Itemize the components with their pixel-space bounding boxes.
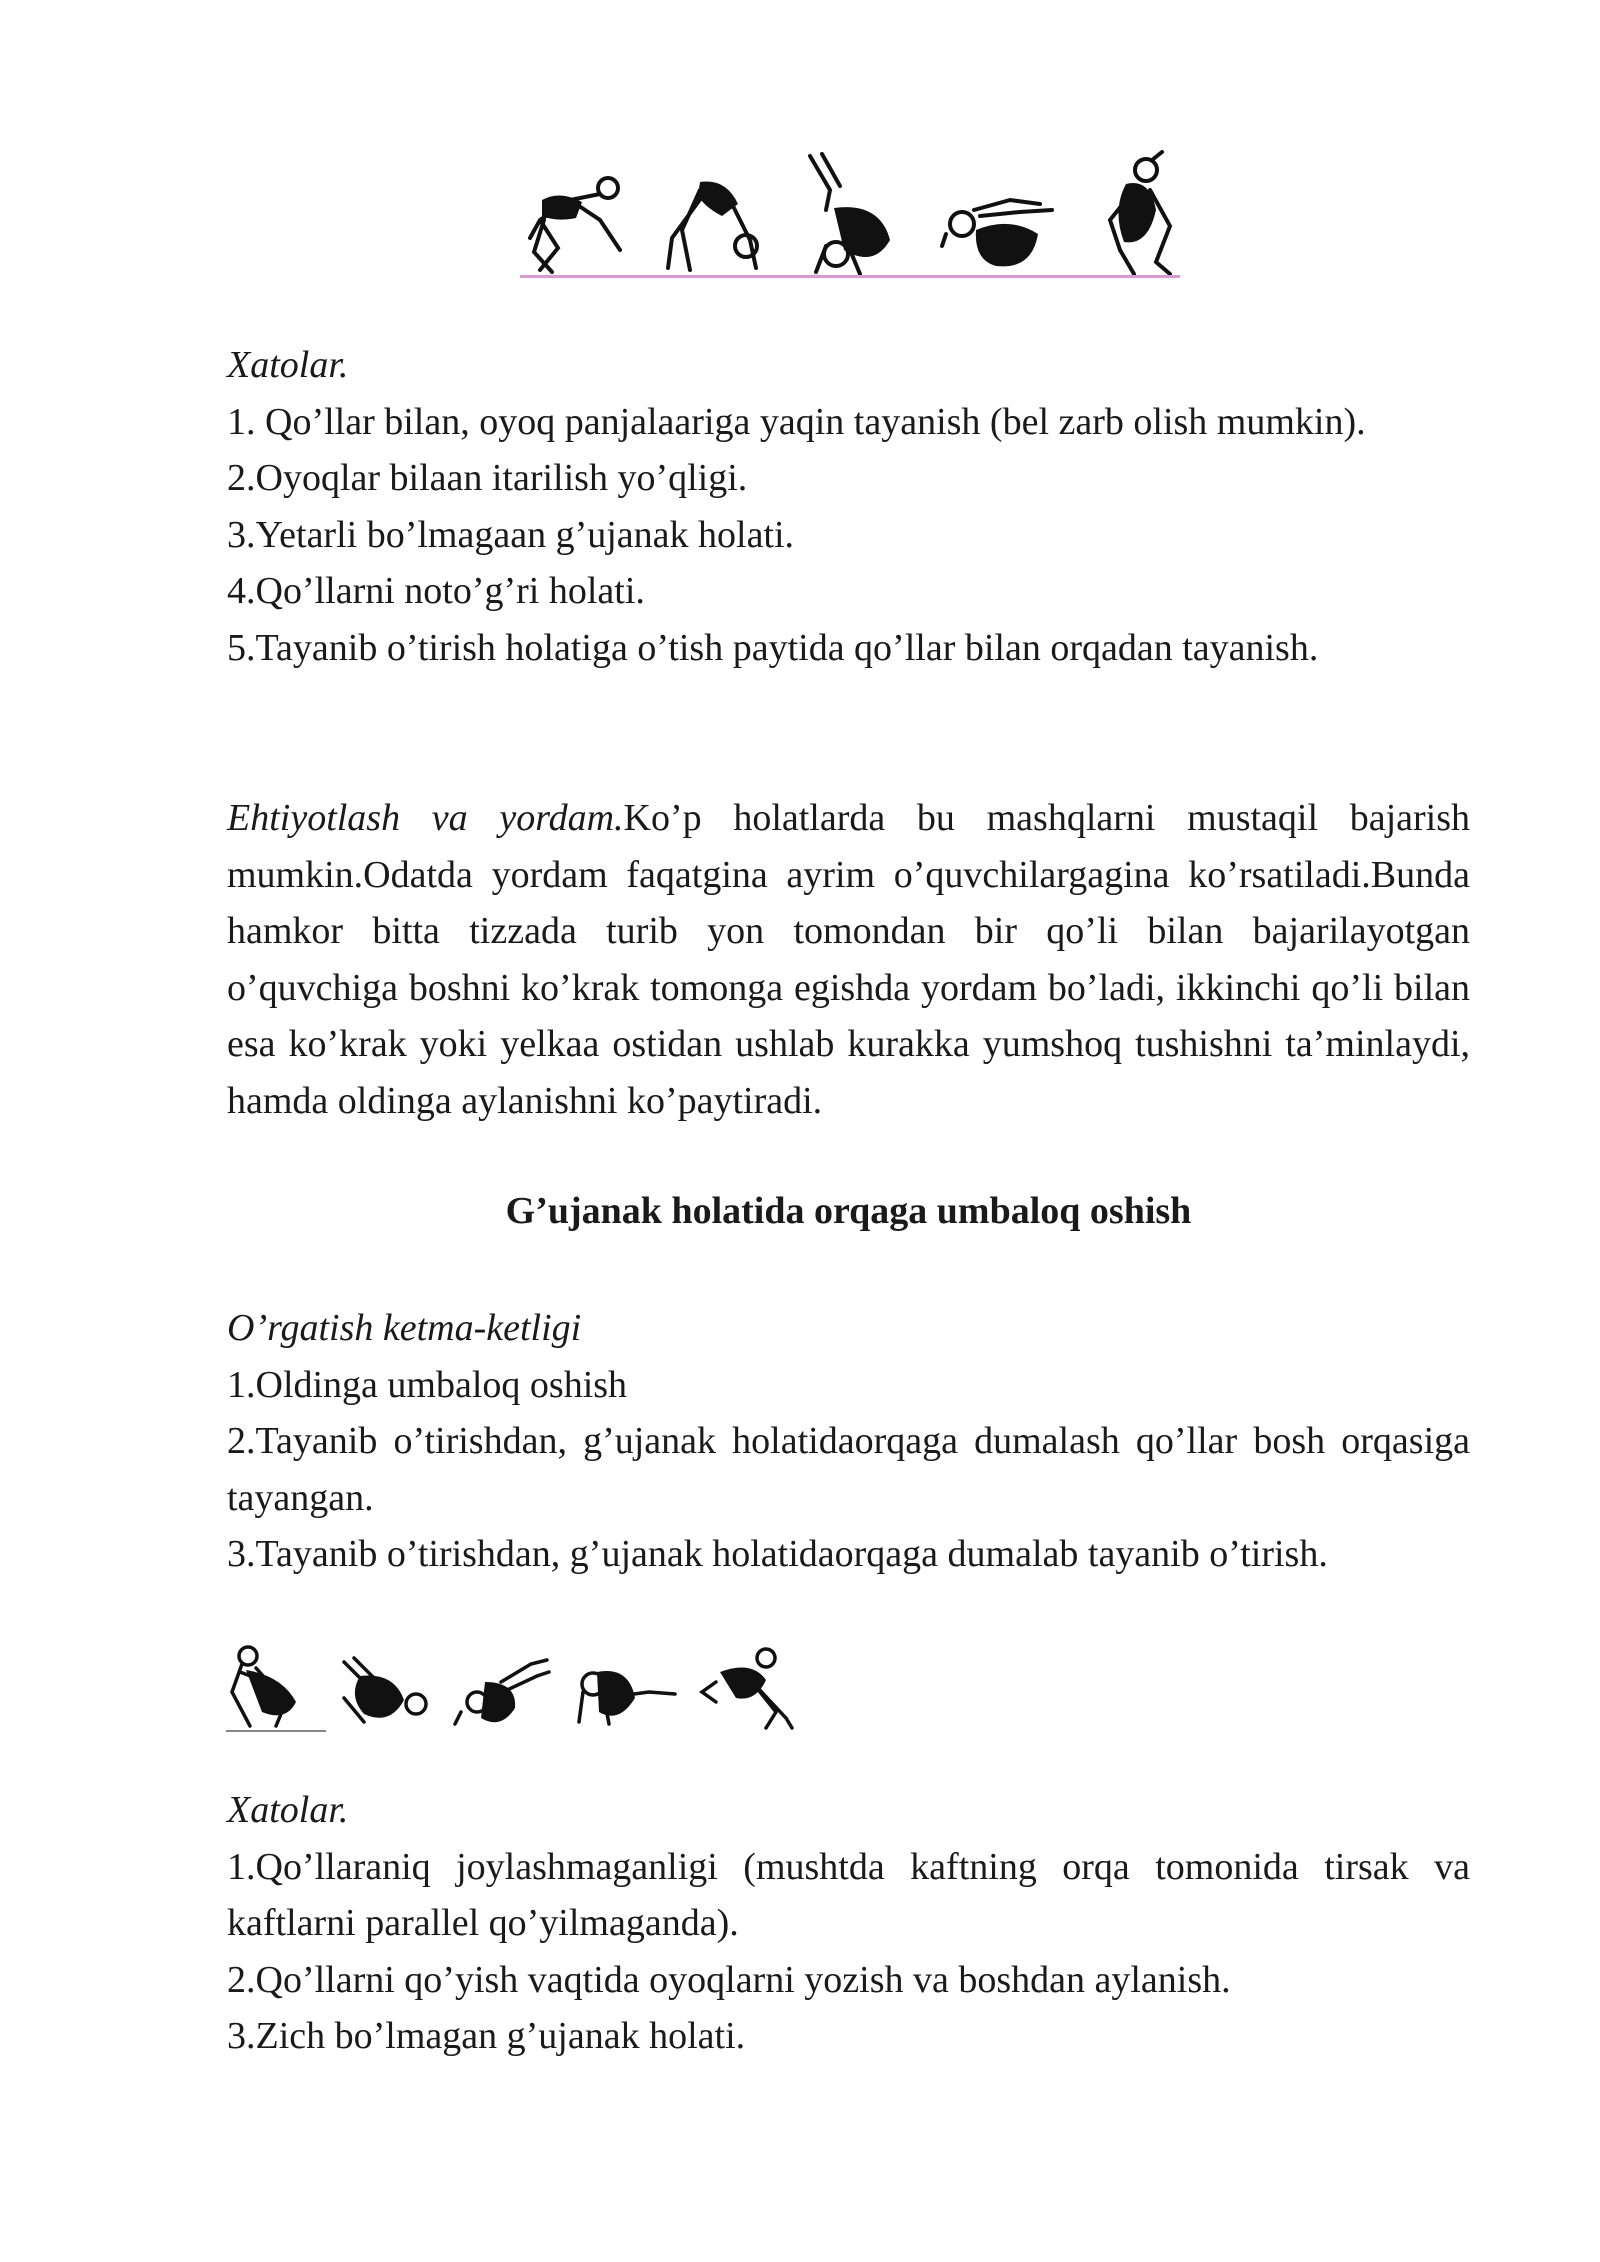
gymnast-inverted-figure-icon <box>800 150 910 280</box>
errors-title: Xatolar. <box>227 1789 349 1831</box>
forward-roll-sequence-icon <box>520 150 1180 280</box>
error-item: 2.Oyoqlar bilaan itarilish yo’qligi. <box>227 457 748 500</box>
error-item: 3.Zich bo’lmagan g’ujanak holati. <box>227 2015 746 2058</box>
error-item: 5.Tayanib o’tirish holatiga o’tish paytida qo’llar bilan orqadan tayanish. <box>227 626 1319 669</box>
gymnast-crouch-figure-icon <box>520 160 630 280</box>
gymnast-finish-squat-figure-icon <box>696 1642 796 1732</box>
illustration-baseline <box>226 1730 326 1732</box>
safety-text: Ko’p holatlarda bu mashqlarni mustaqil bajarish mumkin.Odatda yordam faqatgina ayrim o’quvchilargagina ko’rsatiladi.Bunda hamkor bitta tizzada turib yon tomondan bir qo’li bilan bajarilayotgan o’quvchiga boshni ko’krak tomonga egishda yordam bo’ladi, ikkinchi qo’li bilan esa ko’krak yoki yelkaa ostidan ushlab kurakka yumshoq tushishni ta’minlaydi, hamda oldinga aylanishni ko’paytiradi. <box>227 797 1471 1122</box>
sequence-item: 2.Tayanib o’tirishdan, g’ujanak holatidaorqaga dumalash qo’llar bosh orqasiga tayangan. <box>227 1420 1470 1519</box>
section-heading: G’ujanak holatida orqaga umbaloq oshish <box>505 1190 1192 1232</box>
gymnast-seated-tuck-figure-icon <box>1090 150 1180 280</box>
errors-list-1 <box>227 337 1470 677</box>
errors-title: Xatolar. <box>227 344 349 386</box>
safety-title: Ehtiyotlash va yordam. <box>227 797 624 839</box>
safety-paragraph <box>227 790 1470 1130</box>
gymnast-rolling-back-figure-icon <box>334 1652 434 1732</box>
error-item: 3.Yetarli bo’lmagaan g’ujanak holati. <box>227 513 795 556</box>
sequence-item: 3.Tayanib o’tirishdan, g’ujanak holatidaorqaga dumalab tayanib o’tirish. <box>227 1533 1328 1576</box>
errors-list-2 <box>227 1782 1470 2065</box>
error-item: 2.Qo’llarni qo’yish vaqtida oyoqlarni yozish va boshdan aylanish. <box>227 1958 1231 2001</box>
sequence-list <box>227 1300 1470 1583</box>
sequence-title: O’rgatish ketma-ketligi <box>227 1307 582 1349</box>
gymnast-tuck-roll-figure-icon <box>940 180 1060 280</box>
error-item: 4.Qo’llarni noto’g’ri holati. <box>227 570 645 613</box>
gymnast-inverted-back-figure-icon <box>451 1652 551 1732</box>
backward-roll-sequence-icon <box>226 1632 796 1732</box>
illustration-baseline <box>520 275 1180 278</box>
gymnast-hands-down-figure-icon <box>660 160 770 280</box>
error-item: 1. Qo’llar bilan, oyoq panjalaariga yaqin tayanish (bel zarb olish mumkin). <box>227 400 1366 443</box>
gymnast-squat-figure-icon <box>226 1642 316 1732</box>
sequence-item: 1.Oldinga umbaloq oshish <box>227 1363 628 1406</box>
error-item: 1.Qo’llaraniq joylashmaganligi (mushtda kaftning orqa tomonida tirsak va kaftlarni parallel qo’yilmaganda). <box>227 1845 1470 1945</box>
gymnast-hands-behind-head-figure-icon <box>569 1652 679 1732</box>
